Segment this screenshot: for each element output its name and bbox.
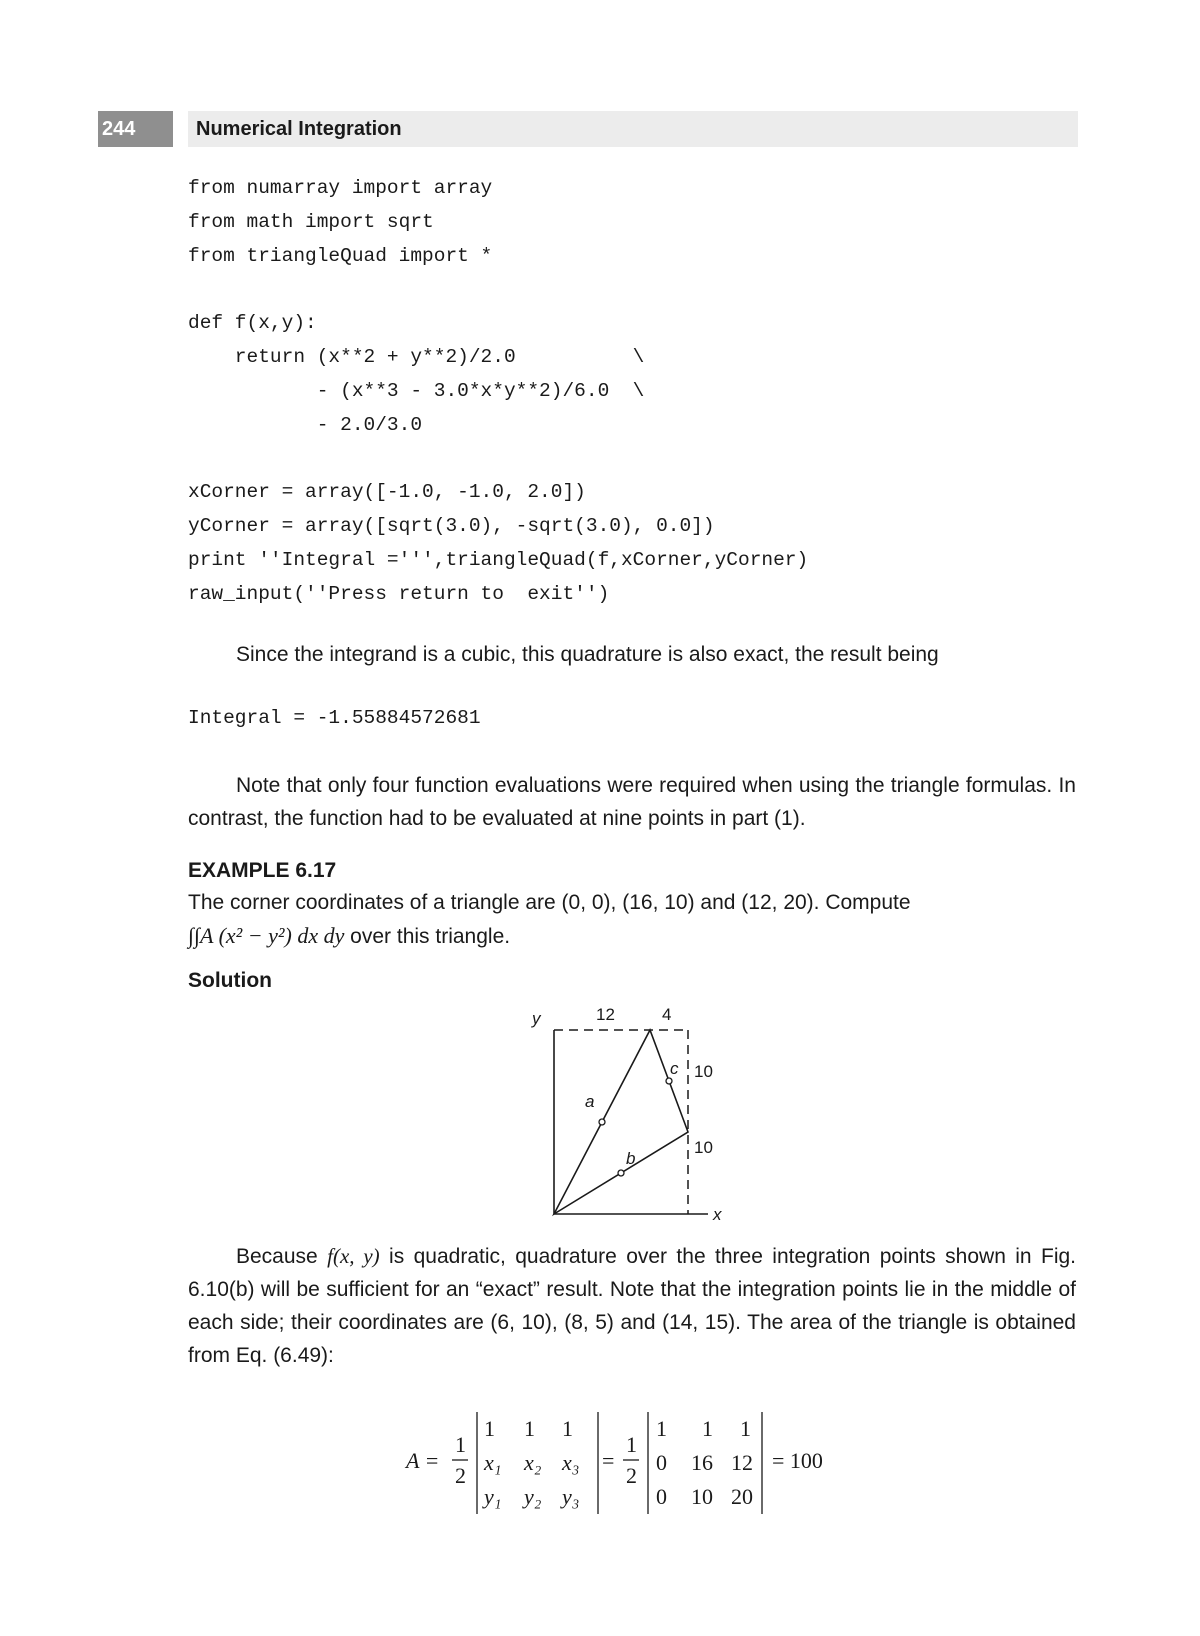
result-line: Integral = -1.55884572681 — [188, 707, 481, 729]
function-expression: f(x, y) — [327, 1244, 380, 1268]
matrix-entry: 1 — [740, 1416, 751, 1441]
matrix-entry: 12 — [731, 1450, 753, 1475]
matrix-entry: 1 — [524, 1416, 535, 1441]
code-line: xCorner = array([-1.0, -1.0, 2.0]) — [188, 481, 586, 504]
code-line — [188, 442, 808, 476]
dimension-label: 10 — [694, 1138, 713, 1157]
code-line: from numarray import array — [188, 177, 493, 199]
result-output — [188, 702, 481, 736]
matrix-entry: 1 — [656, 1416, 667, 1441]
fraction-numerator: 1 — [455, 1432, 466, 1457]
dimension-label: 12 — [596, 1005, 615, 1024]
example-text-line: The corner coordinates of a triangle are (0, 0), (16, 10) and (12, 20). Compute — [188, 891, 911, 914]
matrix-entry: 20 — [731, 1484, 753, 1509]
code-line: from math import sqrt — [188, 210, 434, 233]
triangle-figure — [530, 1005, 750, 1242]
matrix-entry: 1 — [484, 1416, 495, 1441]
page-number: 244 — [98, 111, 173, 147]
page-header — [98, 111, 1078, 147]
matrix-entry: x₁ — [484, 1450, 502, 1475]
dimension-label: 4 — [662, 1005, 672, 1024]
fraction-denominator: 2 — [455, 1463, 466, 1488]
code-line: def f(x,y): — [188, 312, 317, 335]
y-axis-label: y — [532, 1009, 541, 1028]
matrix-entry: y₂ — [524, 1484, 542, 1509]
matrix-entry: 16 — [691, 1450, 713, 1475]
matrix-entry: x₂ — [524, 1450, 542, 1475]
matrix-entry: x₃ — [562, 1450, 580, 1475]
example-text — [188, 886, 1076, 953]
code-line — [188, 273, 808, 307]
code-line: from triangleQuad import * — [188, 244, 493, 267]
equation-lhs: A = — [406, 1448, 440, 1473]
matrix-entry: 0 — [656, 1484, 667, 1509]
fraction-denominator: 2 — [626, 1463, 637, 1488]
matrix-entry: 0 — [656, 1450, 667, 1475]
x-axis-label: x — [713, 1205, 722, 1224]
code-line: print ''Integral =''',triangleQuad(f,xCorner,yCorner) — [188, 548, 809, 571]
paragraph-text: Because — [236, 1245, 328, 1268]
point-label-b: b — [626, 1149, 636, 1168]
dimension-label: 10 — [694, 1062, 713, 1081]
integration-point-a — [599, 1119, 605, 1125]
paragraph: Since the integrand is a cubic, this quadrature is also exact, the result being — [236, 643, 939, 666]
equation-result: = 100 — [772, 1448, 823, 1473]
code-line: yCorner = array([sqrt(3.0), -sqrt(3.0), 0.0]) — [188, 514, 715, 537]
matrix-entry: 1 — [702, 1416, 713, 1441]
matrix-entry: 1 — [562, 1416, 573, 1441]
integration-point-c — [666, 1078, 672, 1084]
code-block — [188, 172, 808, 611]
example-text-tail: over this triangle. — [344, 925, 511, 948]
fraction-numerator: 1 — [626, 1432, 637, 1457]
paragraph — [188, 1240, 1076, 1372]
code-line: return (x**2 + y**2)/2.0 \ — [188, 345, 645, 368]
example-heading: EXAMPLE 6.17 — [188, 859, 337, 882]
code-line: - (x**3 - 3.0*x*y**2)/6.0 \ — [188, 379, 645, 402]
point-label-c: c — [670, 1059, 679, 1078]
area-equation — [400, 1408, 900, 1518]
code-line: raw_input(''Press return to exit'') — [188, 582, 610, 605]
matrix-entry: y₃ — [562, 1484, 580, 1509]
running-head: Numerical Integration — [188, 111, 1078, 147]
integration-point-b — [618, 1170, 624, 1176]
triangle — [554, 1030, 688, 1214]
code-line: - 2.0/3.0 — [188, 413, 423, 436]
solution-heading: Solution — [188, 969, 272, 992]
matrix-entry: 10 — [691, 1484, 713, 1509]
matrix-entry: y₁ — [484, 1484, 502, 1509]
integral-expression: ∫∫A (x² − y²) dx dy — [188, 923, 345, 948]
point-label-a: a — [585, 1092, 595, 1111]
paragraph-text: is quadratic, quadrature over the three integration points shown in Fig. 6.10(b) will be sufficient for an “exact” result. Note that the integration points lie in the middle of each side; their coordinates are (6, 10), (8, 5) and (14, 15). The area of the triangle is obtained from Eq. (6.49): — [188, 1245, 1077, 1367]
paragraph: Note that only four function evaluations were required when using the triangle formulas. In contrast, the function had to be evaluated at nine points in part (1). — [188, 774, 1076, 830]
equals-sign: = — [602, 1448, 615, 1473]
